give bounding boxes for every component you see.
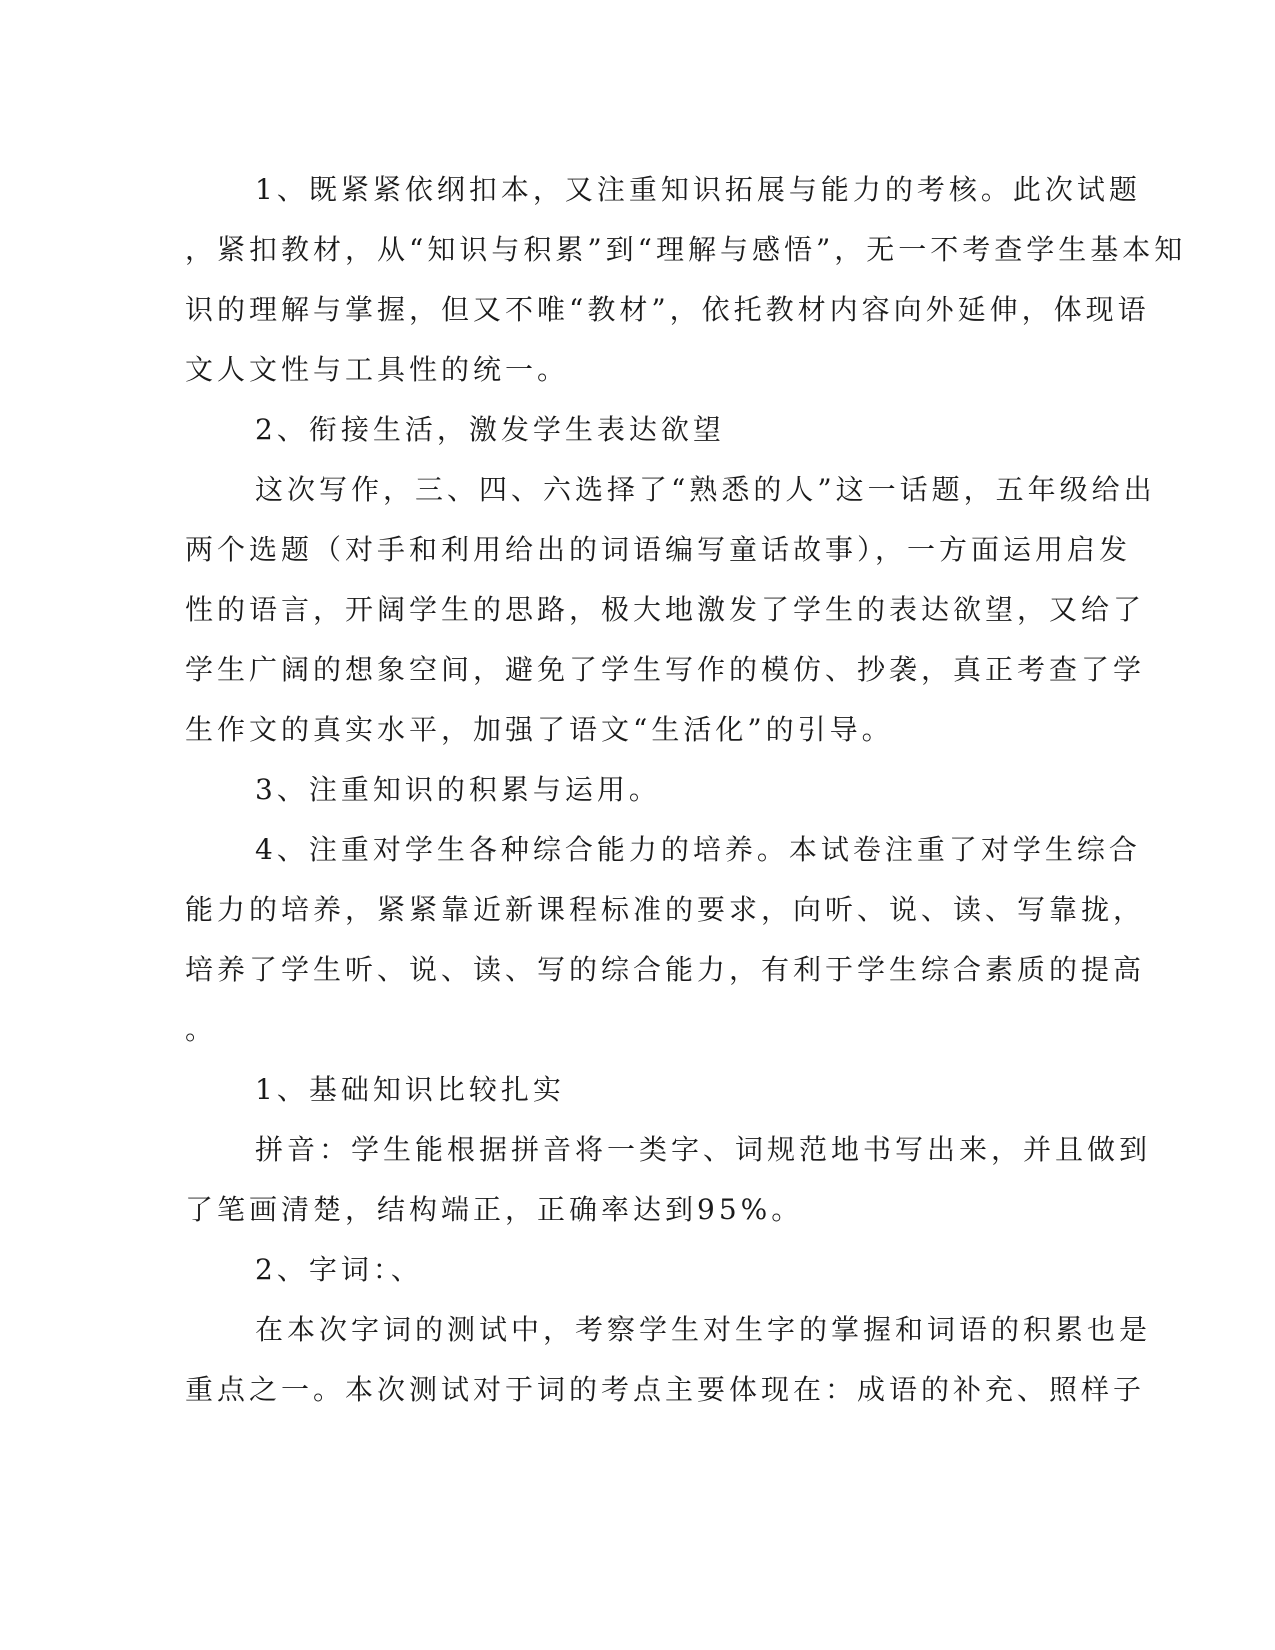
text-line: 。 bbox=[185, 1013, 218, 1046]
text-line: 生作文的真实水平，加强了语文“生活化”的引导。 bbox=[185, 713, 894, 746]
body-text bbox=[185, 160, 1187, 1420]
text-line: 两个选题（对手和利用给出的词语编写童话故事），一方面运用启发 bbox=[185, 533, 1132, 566]
text-line: ，紧扣教材，从“知识与积累”到“理解与感悟”，无一不考查学生基本知 bbox=[185, 233, 1187, 266]
text-line: 拼音：学生能根据拼音将一类字、词规范地书写出来，并且做到 bbox=[255, 1133, 1152, 1166]
text-line: 了笔画清楚，结构端正，正确率达到95%。 bbox=[185, 1193, 804, 1226]
text-line: 培养了学生听、说、读、写的综合能力，有利于学生综合素质的提高 bbox=[185, 953, 1146, 986]
text-line: 能力的培养，紧紧靠近新课程标准的要求，向听、说、读、写靠拢， bbox=[185, 893, 1146, 926]
text-line: 1、基础知识比较扎实 bbox=[255, 1073, 565, 1106]
text-line: 识的理解与掌握，但又不唯“教材”，依托教材内容向外延伸，体现语 bbox=[185, 293, 1150, 326]
text-line: 性的语言，开阔学生的思路，极大地激发了学生的表达欲望，又给了 bbox=[185, 593, 1146, 626]
text-line: 学生广阔的想象空间，避免了学生写作的模仿、抄袭，真正考查了学 bbox=[185, 653, 1146, 686]
text-line: 这次写作，三、四、六选择了“熟悉的人”这一话题，五年级给出 bbox=[255, 473, 1156, 506]
text-line: 2、字词：、 bbox=[255, 1253, 423, 1286]
text-line: 在本次字词的测试中，考察学生对生字的掌握和词语的积累也是 bbox=[255, 1313, 1152, 1346]
text-line: 重点之一。本次测试对于词的考点主要体现在：成语的补充、照样子 bbox=[185, 1373, 1146, 1406]
text-line: 1、既紧紧依纲扣本，又注重知识拓展与能力的考核。此次试题 bbox=[255, 173, 1141, 206]
text-line: 4、注重对学生各种综合能力的培养。本试卷注重了对学生综合 bbox=[255, 833, 1141, 866]
text-line: 2、衔接生活，激发学生表达欲望 bbox=[255, 413, 725, 446]
text-line: 文人文性与工具性的统一。 bbox=[185, 353, 570, 386]
text-line: 3、注重知识的积累与运用。 bbox=[255, 773, 661, 806]
